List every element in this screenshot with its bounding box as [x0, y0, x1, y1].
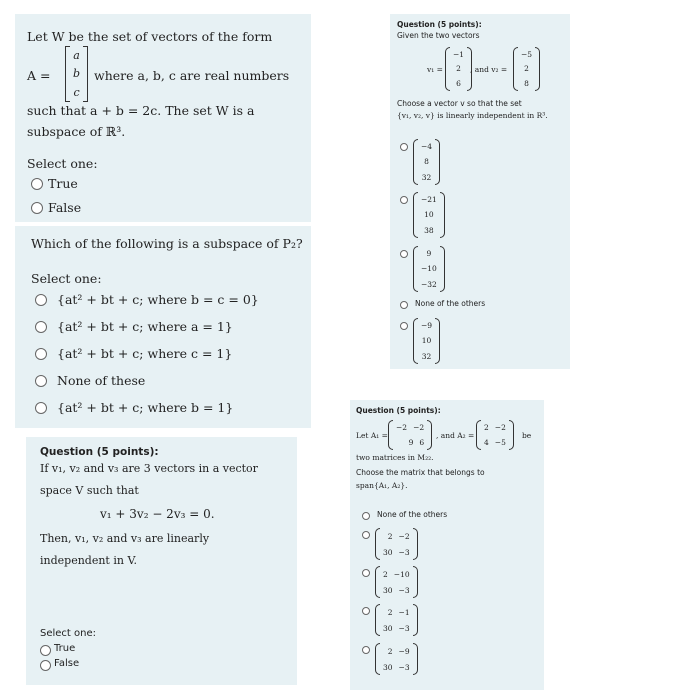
- q3-equation: v₁ + 3v₂ − 2v₃ = 0.: [100, 507, 215, 521]
- q5-and: , and A₂ =: [436, 431, 475, 440]
- matrix-entry: −10: [393, 569, 410, 579]
- matrix-entry: 2: [387, 646, 393, 656]
- q4-v2: [513, 47, 540, 91]
- q2-select-label: Select one:: [31, 271, 102, 286]
- question-2-panel: [15, 226, 311, 428]
- matrix-entry: −3: [398, 585, 410, 595]
- radio-button[interactable]: [35, 321, 47, 333]
- q1-select-label: Select one:: [27, 156, 98, 171]
- q3-option-true-label: True: [54, 643, 76, 654]
- vector-entry: 9: [426, 249, 432, 259]
- vector-entry: −32: [421, 279, 437, 289]
- q5-option-4-matrix: [375, 604, 418, 636]
- q5-option-1[interactable]: [362, 510, 472, 522]
- q5-option-2-matrix: [375, 528, 418, 560]
- q2-option-1-label: {at² + bt + c; where b = c = 0}: [57, 292, 259, 307]
- q1-vector: [65, 46, 88, 102]
- q1-vector-a: a: [73, 48, 80, 62]
- matrix-entry: 6: [419, 438, 425, 447]
- q3-option-true[interactable]: [40, 643, 110, 657]
- q2-option-2-label: {at² + bt + c; where a = 1}: [57, 319, 233, 334]
- q4-option-5-vector: [413, 318, 440, 364]
- q3-header: Question (5 points):: [40, 446, 159, 458]
- q2-option-5-label: {at² + bt + c; where b = 1}: [57, 400, 234, 415]
- question-4-panel: [390, 14, 570, 369]
- q4-option-1[interactable]: [400, 139, 460, 187]
- q2-option-4[interactable]: [35, 373, 285, 389]
- q4-v2-entry: 2: [524, 64, 529, 74]
- matrix-entry: −1: [398, 607, 410, 617]
- q5-option-3-matrix: [375, 566, 418, 598]
- q2-option-2[interactable]: [35, 319, 285, 335]
- q4-given: Given the two vectors: [397, 31, 480, 40]
- q4-choose: Choose a vector v so that the set: [397, 99, 522, 108]
- radio-button[interactable]: [362, 512, 370, 520]
- q4-option-4-label: None of the others: [415, 299, 486, 308]
- q3-line4: independent in V.: [40, 554, 137, 567]
- vector-entry: 10: [424, 210, 434, 220]
- q1-option-true-label: True: [48, 176, 78, 191]
- question-5-panel: [350, 400, 544, 690]
- q3-line3: Then, v₁, v₂ and v₃ are linearly: [40, 532, 210, 545]
- q5-a1: [388, 420, 432, 450]
- q5-option-1-label: None of the others: [377, 510, 448, 519]
- q5-option-3[interactable]: [362, 566, 442, 600]
- q4-option-1-vector: [413, 139, 440, 185]
- radio-button[interactable]: [31, 202, 43, 214]
- matrix-entry: −2: [398, 531, 410, 541]
- vector-entry: 32: [421, 351, 432, 361]
- vector-entry: 8: [424, 157, 429, 167]
- q4-and-label: , and v₂ =: [470, 65, 508, 74]
- q5-header: Question (5 points):: [356, 406, 441, 415]
- matrix-entry: −3: [398, 547, 410, 557]
- q4-set: {v₁, v₂, v} is linearly independent in R³.: [397, 111, 548, 120]
- q4-option-3[interactable]: [400, 246, 460, 294]
- vector-entry: −10: [421, 264, 437, 274]
- vector-entry: −4: [421, 142, 433, 152]
- matrix-entry: 30: [383, 547, 393, 557]
- q2-option-1[interactable]: [35, 292, 285, 308]
- q1-option-false-label: False: [48, 200, 82, 215]
- matrix-entry: 2: [383, 569, 388, 579]
- q5-choose: Choose the matrix that belongs to: [356, 468, 485, 477]
- q4-option-4[interactable]: [400, 299, 510, 311]
- matrix-entry: 30: [383, 662, 393, 672]
- radio-button[interactable]: [35, 402, 47, 414]
- radio-button[interactable]: [35, 294, 47, 306]
- vector-entry: −21: [421, 195, 437, 205]
- vector-entry: −9: [421, 321, 433, 331]
- radio-button[interactable]: [40, 645, 51, 656]
- radio-button[interactable]: [362, 646, 370, 654]
- q4-v2-entry: −5: [521, 49, 533, 59]
- q5-be: be: [522, 431, 532, 440]
- radio-button[interactable]: [362, 531, 370, 539]
- q4-option-2-vector: [413, 192, 445, 238]
- q1-vector-c: c: [73, 86, 80, 100]
- q1-intro: Let W be the set of vectors of the form: [27, 29, 273, 44]
- q4-option-5[interactable]: [400, 318, 460, 366]
- q4-v1-entry: 2: [456, 64, 461, 74]
- q3-line1: If v₁, v₂ and v₃ are 3 vectors in a vector: [40, 462, 258, 475]
- matrix-entry: −5: [494, 438, 506, 447]
- q2-option-4-label: None of these: [57, 373, 146, 388]
- q5-span: span{A₁, A₂}.: [356, 481, 408, 490]
- q3-option-false[interactable]: [40, 658, 110, 672]
- q1-vector-label: A =: [27, 68, 51, 83]
- q5-option-5[interactable]: [362, 643, 442, 677]
- radio-button[interactable]: [400, 250, 408, 258]
- radio-button[interactable]: [35, 375, 47, 387]
- q2-option-3[interactable]: [35, 346, 285, 362]
- q4-v1: [445, 47, 472, 91]
- radio-button[interactable]: [400, 196, 408, 204]
- q4-v1-entry: −1: [453, 49, 465, 59]
- matrix-entry: 2: [484, 423, 489, 432]
- radio-button[interactable]: [362, 569, 370, 577]
- radio-button[interactable]: [400, 322, 408, 330]
- matrix-entry: −3: [398, 662, 410, 672]
- q1-where: where a, b, c are real numbers: [94, 68, 290, 83]
- q2-option-3-label: {at² + bt + c; where c = 1}: [57, 346, 233, 361]
- q4-v1-entry: 6: [456, 79, 461, 89]
- matrix-entry: −2: [396, 423, 408, 432]
- matrix-entry: 9: [408, 438, 414, 447]
- q1-condition: such that a + b = 2c. The set W is a: [27, 103, 255, 118]
- matrix-entry: 30: [383, 623, 393, 633]
- q5-a2: [476, 420, 514, 450]
- question-1-panel: [15, 14, 311, 222]
- q5-two: two matrices in M₂₂.: [356, 453, 434, 462]
- radio-button[interactable]: [362, 607, 370, 615]
- q1-option-false[interactable]: [31, 200, 111, 216]
- matrix-entry: 2: [387, 531, 393, 541]
- radio-button[interactable]: [40, 660, 51, 671]
- q4-header: Question (5 points):: [397, 20, 482, 29]
- matrix-entry: −2: [413, 423, 425, 432]
- q5-option-2[interactable]: [362, 528, 442, 562]
- q1-option-true[interactable]: [31, 176, 111, 192]
- q5-option-5-matrix: [375, 643, 418, 675]
- q3-line2: space V such that: [40, 484, 139, 497]
- matrix-entry: −2: [494, 423, 506, 432]
- radio-button[interactable]: [31, 178, 43, 190]
- matrix-entry: −3: [398, 623, 410, 633]
- q4-option-3-vector: [413, 246, 445, 292]
- matrix-entry: 2: [387, 607, 393, 617]
- q3-select-label: Select one:: [40, 628, 97, 639]
- radio-button[interactable]: [35, 348, 47, 360]
- q1-subspace: subspace of ℝ³.: [27, 124, 126, 139]
- q2-question: Which of the following is a subspace of P₂?: [31, 236, 303, 251]
- question-3-panel: [26, 437, 297, 685]
- q4-option-2[interactable]: [400, 192, 460, 240]
- q5-option-4[interactable]: [362, 604, 442, 638]
- q3-option-false-label: False: [54, 658, 80, 669]
- q1-vector-b: b: [73, 67, 81, 81]
- q5-let: Let A₁ =: [356, 431, 388, 440]
- matrix-entry: 30: [383, 585, 393, 595]
- q2-option-5[interactable]: [35, 400, 285, 416]
- q4-v1-label: v₁ =: [427, 65, 443, 74]
- vector-entry: 10: [421, 336, 432, 346]
- matrix-entry: 4: [484, 438, 489, 447]
- q4-v2-entry: 8: [524, 79, 529, 89]
- vector-entry: 38: [424, 225, 434, 235]
- vector-entry: 32: [421, 172, 432, 182]
- radio-button[interactable]: [400, 301, 408, 309]
- matrix-entry: −9: [398, 646, 410, 656]
- radio-button[interactable]: [400, 143, 408, 151]
